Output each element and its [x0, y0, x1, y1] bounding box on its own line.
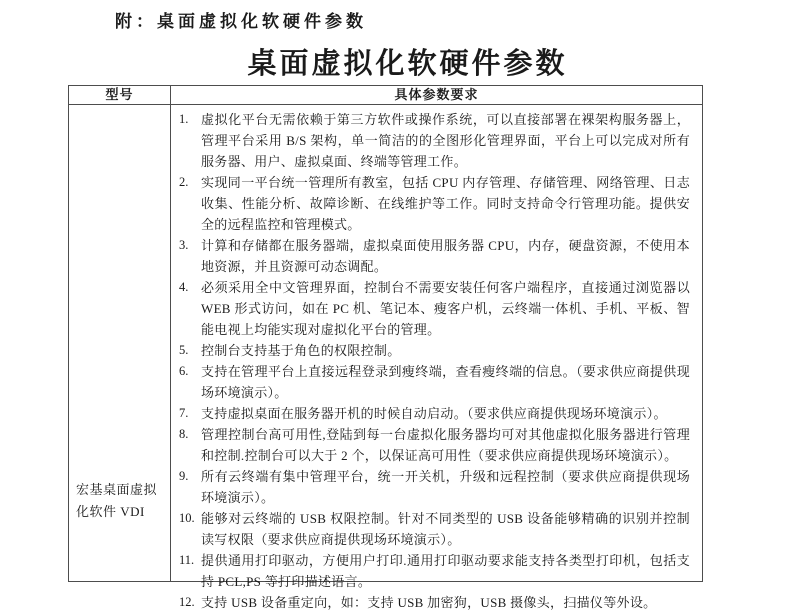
table-row	[69, 105, 702, 610]
column-header-model: 型号	[69, 86, 171, 104]
requirement-text: 能够对云终端的 USB 权限控制。针对不同类型的 USB 设备能够精确的识别并控制读写权限（要求供应商提供现场环境演示）。	[201, 511, 690, 547]
requirement-text: 所有云终端有集中管理平台，统一开关机，升级和远程控制（要求供应商提供现场环境演示）。	[201, 469, 690, 505]
requirement-item	[179, 508, 696, 550]
requirement-item	[179, 403, 696, 424]
requirement-number: 10.	[179, 511, 195, 525]
page-title: 桌面虚拟化软硬件参数	[247, 48, 568, 80]
requirements-list	[171, 105, 702, 613]
requirement-item	[179, 361, 696, 403]
requirement-number: 5.	[179, 343, 189, 357]
model-cell	[69, 105, 171, 581]
requirement-number: 1.	[179, 112, 189, 126]
requirement-item	[179, 172, 696, 235]
requirement-item	[179, 235, 696, 277]
requirement-number: 2.	[179, 175, 189, 189]
requirement-text: 虚拟化平台无需依赖于第三方软件或操作系统，可以直接部署在裸架构服务器上，管理平台采用 B/S 架构，单一简洁的的全图形化管理界面，平台上可以完成对所有服务器、用户、虚拟桌面、终端等管理工作。	[201, 112, 690, 169]
requirement-text: 控制台支持基于角色的权限控制。	[201, 343, 401, 358]
requirement-number: 4.	[179, 280, 189, 294]
parameters-table	[68, 85, 703, 610]
requirement-number: 11.	[179, 553, 195, 567]
model-name: 宏基桌面虚拟化软件 VDI	[76, 482, 158, 519]
requirement-number: 7.	[179, 406, 189, 420]
requirement-number: 6.	[179, 364, 189, 378]
requirements-cell	[171, 105, 702, 610]
requirement-item	[179, 592, 696, 613]
requirement-text: 计算和存储都在服务器端，虚拟桌面使用服务器 CPU，内存，硬盘资源，不使用本地资源，并且资源可动态调配。	[201, 238, 690, 274]
requirement-text: 支持虚拟桌面在服务器开机的时候自动启动。（要求供应商提供现场环境演示）。	[201, 406, 667, 421]
requirement-text: 支持在管理平台上直接远程登录到瘦终端，查看瘦终端的信息。（要求供应商提供现场环境演示）。	[201, 364, 690, 400]
requirement-text: 必须采用全中文管理界面，控制台不需要安装任何客户端程序，直接通过浏览器以 WEB 形式访问，如在 PC 机、笔记本、瘦客户机，云终端一体机、手机、平板、智能电视上均能实现对虚拟化平台的管理。	[201, 280, 690, 337]
attachment-heading: 附：桌面虚拟化软硬件参数	[115, 12, 367, 31]
requirement-item	[179, 340, 696, 361]
requirement-item	[179, 424, 696, 466]
requirement-number: 8.	[179, 427, 189, 441]
requirement-item	[179, 109, 696, 172]
requirement-number: 9.	[179, 469, 189, 483]
table-header-row	[69, 86, 702, 105]
requirement-item	[179, 466, 696, 508]
requirement-number: 12.	[179, 595, 195, 609]
requirement-text: 管理控制台高可用性,登陆到每一台虚拟化服务器均可对其他虚拟化服务器进行管理和控制.控制台可以大于 2 个，以保证高可用性（要求供应商提供现场环境演示）。	[201, 427, 690, 463]
requirement-text: 提供通用打印驱动，方便用户打印.通用打印驱动要求能支持各类型打印机，包括支持 PCL,PS 等打印描述语言。	[201, 553, 690, 589]
column-header-requirements: 具体参数要求	[394, 87, 479, 102]
requirement-number: 3.	[179, 238, 189, 252]
requirement-item	[179, 277, 696, 340]
requirement-text: 支持 USB 设备重定向，如：支持 USB 加密狗，USB 摄像头，扫描仪等外设。	[201, 595, 657, 610]
requirement-text: 实现同一平台统一管理所有教室，包括 CPU 内存管理、存储管理、网络管理、日志收集、性能分析、故障诊断、在线维护等工作。同时支持命令行管理功能。提供安全的远程监控和管理模式。	[201, 175, 690, 232]
requirement-item	[179, 550, 696, 592]
